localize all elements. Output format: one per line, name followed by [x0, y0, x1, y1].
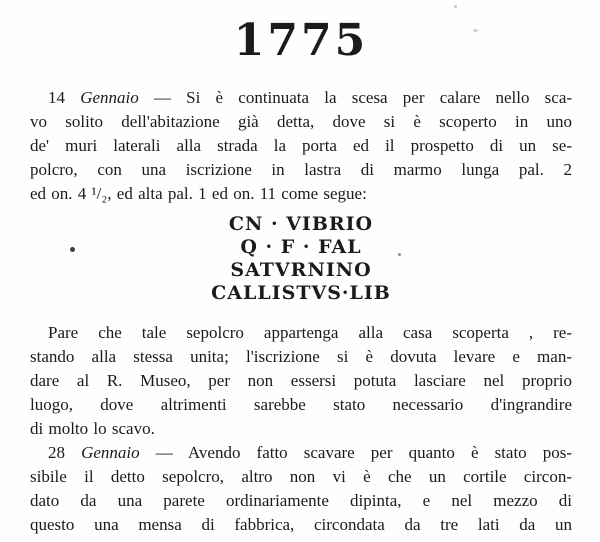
inscription-line: SATVRNINO [230, 259, 372, 281]
scan-speck [454, 5, 457, 8]
entry-date-month: Gennaio [80, 88, 139, 107]
scan-speck [398, 253, 401, 256]
body-line: sibile il detto sepolcro, altro non vi è che un cortile circon- [30, 467, 572, 486]
excavation-entry-14-gennaio [30, 86, 572, 206]
body-line: Pare che tale sepolcro appartenga alla casa scoperta , re- [48, 323, 572, 342]
entry-first-line-text: Avendo fatto scavare per quanto è stato pos- [187, 443, 573, 462]
entry-first-line-text: Si è continuata la scesa per calare nello sca- [186, 88, 573, 107]
commentary-paragraph [30, 321, 572, 441]
inscription-line: Q · F · FAL [240, 236, 362, 258]
body-line: ed on. 4 ¹/₂, ed alta pal. 1 ed on. 11 come segue: [30, 184, 367, 203]
body-line: dato da una parete ordinariamente dipinta, e nel mezzo di [30, 491, 572, 510]
year-heading: 1775 [233, 15, 369, 66]
scan-speck [473, 29, 478, 32]
excavation-entry-28-gennaio [30, 441, 572, 537]
entry-date-day: 28 [48, 443, 65, 462]
em-dash: — [153, 88, 171, 107]
latin-inscription [30, 213, 572, 305]
body-line: de' muri laterali alla strada la porta ed il prospetto di un se- [30, 136, 572, 155]
body-line: dare al R. Museo, per non essersi potuta lasciare nel proprio [30, 371, 572, 390]
body-line: questo una mensa di fabbrica, circondata da tre lati da un [30, 515, 572, 534]
entry-first-line [30, 441, 572, 465]
body-line: luogo, dove altrimenti sarebbe stato necessario d'ingrandire [30, 395, 572, 414]
entry-first-line [30, 86, 572, 110]
em-dash: — [155, 443, 173, 462]
inscription-line: CALLISTVS·LIB [211, 282, 391, 304]
scan-speck [70, 247, 75, 252]
body-line: polcro, con una iscrizione in lastra di marmo lunga pal. 2 [30, 160, 572, 179]
entry-date-month: Gennaio [81, 443, 140, 462]
inscription-line: CN · VIBRIO [228, 213, 374, 235]
body-line: stando alla stessa unita; l'iscrizione si è dovuta levare e man- [30, 347, 572, 366]
body-line: vo solito dell'abitazione già detta, dove si è scoperto in uno [30, 112, 572, 131]
body-line: di molto lo scavo. [30, 419, 155, 438]
entry-date-day: 14 [48, 88, 65, 107]
